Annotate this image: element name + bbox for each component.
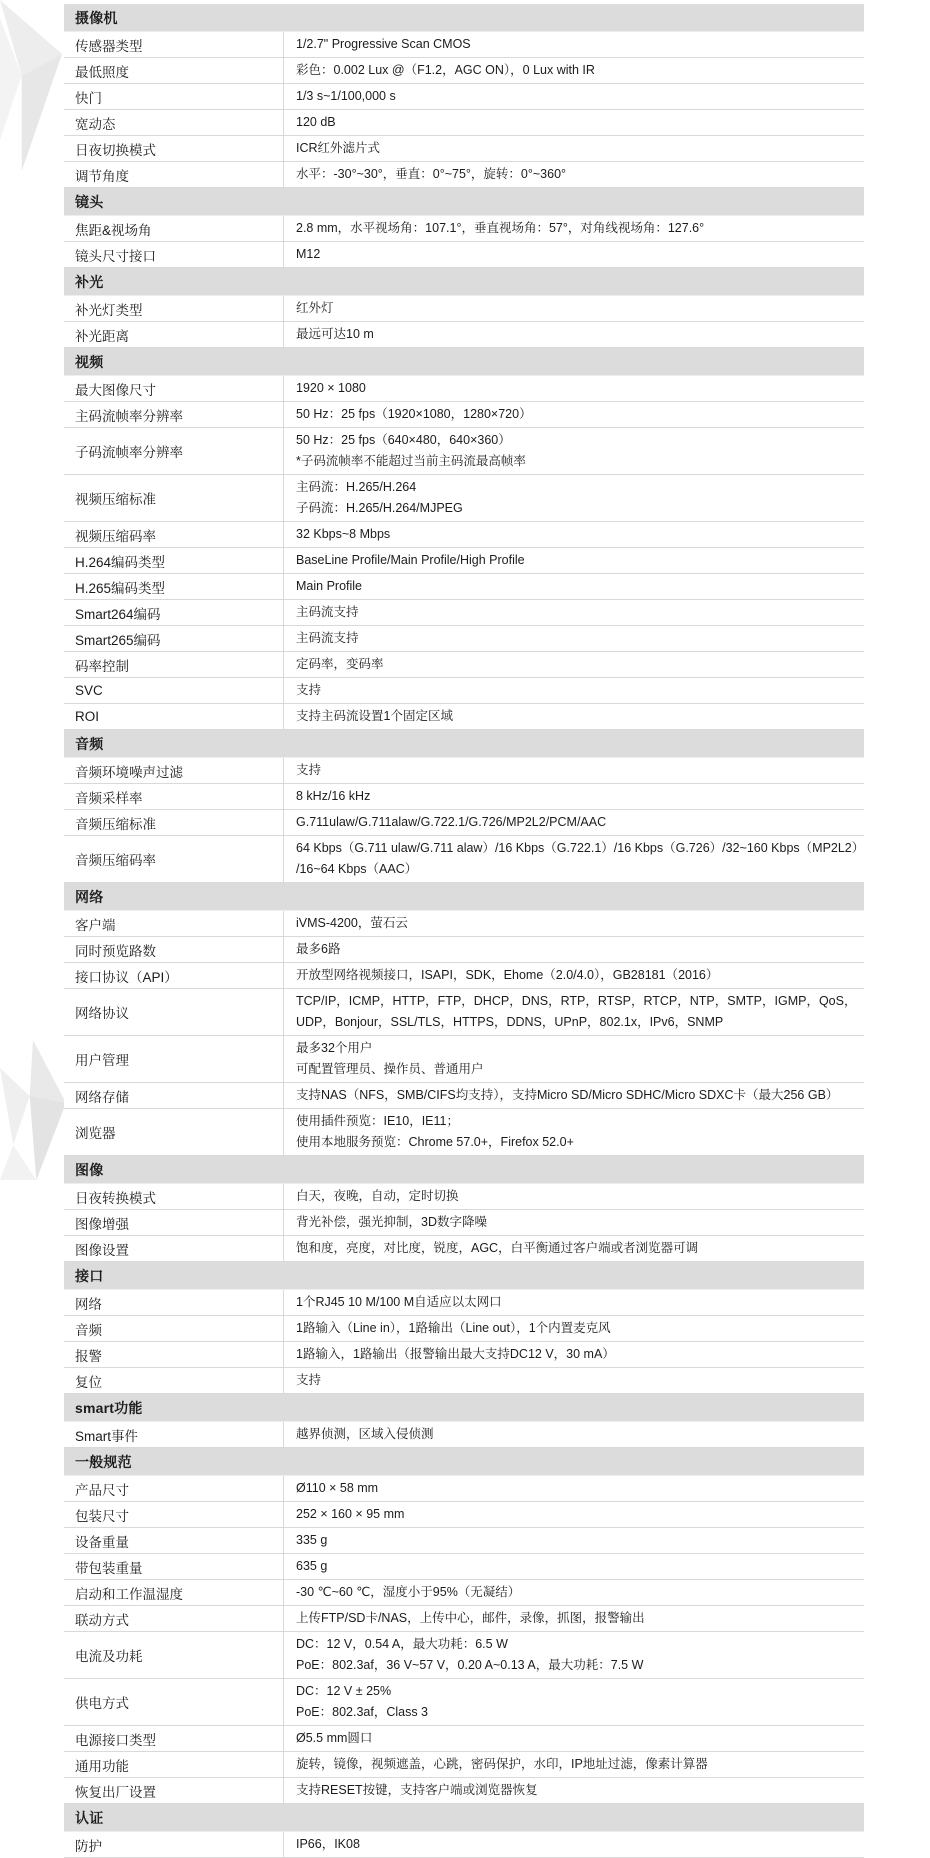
section-header <box>64 348 864 376</box>
spec-value-line: 252 × 160 × 95 mm <box>296 1507 405 1521</box>
table-row <box>64 1036 864 1083</box>
spec-value-line: 饱和度，亮度，对比度，锐度，AGC，白平衡通过客户端或者浏览器可调 <box>296 1241 699 1255</box>
watermark-triangle <box>0 1040 66 1180</box>
spec-value-line: 最多32个用户 <box>296 1041 373 1055</box>
spec-value-line: 2.8 mm，水平视场角：107.1°，垂直视场角：57°，对角线视场角：127.6° <box>296 221 705 235</box>
spec-label: 宽动态 <box>75 116 116 132</box>
spec-label: 客户端 <box>75 917 116 933</box>
spec-value-line: 最远可达10 m <box>296 327 374 341</box>
table-row <box>64 1778 864 1804</box>
spec-label: 带包装重量 <box>75 1560 143 1576</box>
table-row <box>64 1109 864 1156</box>
spec-value <box>283 810 864 835</box>
spec-value-line: 旋转，镜像，视频遮盖，心跳，密码保护，水印，IP地址过滤，像素计算器 <box>296 1757 708 1771</box>
section-title: 摄像机 <box>75 9 118 26</box>
spec-value-line: IP66，IK08 <box>296 1837 360 1851</box>
section-header <box>64 188 864 216</box>
spec-value-line: 1/2.7" Progressive Scan CMOS <box>296 37 471 51</box>
spec-value <box>283 522 864 547</box>
spec-value-line: ICR红外滤片式 <box>296 141 381 155</box>
spec-value-line: *子码流帧率不能超过当前主码流最高帧率 <box>296 454 526 468</box>
spec-label: 音频环境噪声过滤 <box>75 764 183 780</box>
spec-value-line: PoE：802.3af，Class 3 <box>296 1705 429 1719</box>
spec-value-line: 1920 × 1080 <box>296 381 366 395</box>
table-row <box>64 376 864 402</box>
spec-value <box>283 1422 864 1447</box>
spec-label: 图像设置 <box>75 1242 129 1258</box>
spec-value-line: iVMS-4200，萤石云 <box>296 916 408 930</box>
section-header <box>64 730 864 758</box>
section-title: 网络 <box>75 888 104 905</box>
spec-value <box>283 1368 864 1393</box>
spec-value-line: 红外灯 <box>296 301 334 315</box>
table-row <box>64 475 864 522</box>
section-header <box>64 1262 864 1290</box>
spec-value-line: -30 ℃~60 ℃，湿度小于95%（无凝结） <box>296 1585 521 1599</box>
spec-label: 供电方式 <box>75 1696 129 1711</box>
spec-label: 视频压缩标准 <box>75 492 156 507</box>
spec-value-line: 支持 <box>296 763 322 777</box>
table-row <box>64 110 864 136</box>
spec-value <box>283 110 864 135</box>
spec-value <box>283 84 864 109</box>
spec-value-line: Ø5.5 mm圆口 <box>296 1731 373 1745</box>
table-row <box>64 937 864 963</box>
spec-value-line: 支持主码流设置1个固定区域 <box>296 709 453 723</box>
spec-value <box>283 836 868 882</box>
spec-value-line: BaseLine Profile/Main Profile/High Profile <box>296 553 525 567</box>
table-row <box>64 1316 864 1342</box>
spec-value-line: 支持 <box>296 683 322 697</box>
spec-label: 补光灯类型 <box>75 302 143 318</box>
spec-value <box>283 784 864 809</box>
table-row <box>64 242 864 268</box>
table-row <box>64 758 864 784</box>
table-row <box>64 704 864 730</box>
table-row <box>64 1832 864 1858</box>
spec-label: 产品尺寸 <box>75 1482 129 1498</box>
spec-value <box>283 1778 864 1803</box>
spec-label: 日夜切换模式 <box>75 142 156 158</box>
spec-value-line: M12 <box>296 247 321 261</box>
spec-value <box>283 1554 864 1579</box>
spec-value-line: 彩色：0.002 Lux @（F1.2，AGC ON），0 Lux with IR <box>296 63 595 77</box>
spec-value <box>283 216 864 241</box>
spec-label: 联动方式 <box>75 1612 129 1628</box>
spec-value <box>283 428 864 474</box>
table-row <box>64 1726 864 1752</box>
section-header <box>64 1804 864 1832</box>
spec-value-line: 120 dB <box>296 115 336 129</box>
table-row <box>64 32 864 58</box>
spec-value <box>283 704 864 729</box>
table-row <box>64 836 864 883</box>
spec-value-line: 635 g <box>296 1559 328 1573</box>
spec-value-line: 1个RJ45 10 M/100 M自适应以太网口 <box>296 1295 502 1309</box>
spec-value <box>283 1036 864 1082</box>
spec-value-line: DC：12 V ± 25% <box>296 1684 392 1698</box>
spec-value <box>283 963 864 988</box>
spec-value-line: 使用本地服务预览：Chrome 57.0+，Firefox 52.0+ <box>296 1135 574 1149</box>
spec-value <box>283 652 864 677</box>
table-row <box>64 322 864 348</box>
spec-value-line: 子码流：H.265/H.264/MJPEG <box>296 501 463 515</box>
spec-value <box>283 1109 864 1155</box>
section-header <box>64 1448 864 1476</box>
spec-value <box>283 989 864 1035</box>
spec-value-line: 1/3 s~1/100,000 s <box>296 89 396 103</box>
spec-value <box>283 758 864 783</box>
spec-value-line: PoE：802.3af，36 V~57 V，0.20 A~0.13 A，最大功耗：7.5 W <box>296 1658 644 1672</box>
section-title: smart功能 <box>75 1399 143 1416</box>
spec-label: 子码流帧率分辨率 <box>75 445 183 460</box>
spec-label: Smart事件 <box>75 1428 139 1444</box>
spec-value <box>283 1606 864 1631</box>
section-title: 补光 <box>75 273 104 290</box>
spec-value <box>283 574 864 599</box>
spec-value-line: 50 Hz：25 fps（640×480，640×360） <box>296 433 511 447</box>
table-row <box>64 626 864 652</box>
watermark-triangle <box>0 0 62 180</box>
spec-label: 快门 <box>75 90 102 106</box>
spec-label: 焦距&视场角 <box>75 222 152 238</box>
spec-label: 恢复出厂设置 <box>75 1784 156 1800</box>
spec-value <box>283 32 864 57</box>
table-row <box>64 1083 864 1109</box>
spec-label: 镜头尺寸接口 <box>75 248 156 264</box>
spec-value <box>283 1580 864 1605</box>
table-row <box>64 989 864 1036</box>
spec-label: 音频 <box>75 1322 102 1338</box>
spec-value-line: 使用插件预览：IE10，IE11； <box>296 1114 460 1128</box>
table-row <box>64 1679 864 1726</box>
spec-value <box>283 548 864 573</box>
table-row <box>64 428 864 475</box>
spec-label: 接口协议（API） <box>75 969 178 985</box>
spec-value-line: 可配置管理员、操作员、普通用户 <box>296 1062 484 1076</box>
spec-value <box>283 1679 864 1725</box>
spec-label: H.265编码类型 <box>75 580 166 596</box>
table-row <box>64 522 864 548</box>
spec-label: 传感器类型 <box>75 38 143 54</box>
table-row <box>64 548 864 574</box>
spec-label: 视频压缩码率 <box>75 528 156 544</box>
table-row <box>64 600 864 626</box>
watermark-triangle <box>0 0 62 180</box>
spec-value <box>283 1290 864 1315</box>
spec-table <box>64 4 864 1858</box>
spec-label: 用户管理 <box>75 1053 129 1068</box>
spec-label: ROI <box>75 709 100 724</box>
spec-label: 最低照度 <box>75 64 129 80</box>
spec-value-line: 主码流支持 <box>296 605 359 619</box>
section-header <box>64 1156 864 1184</box>
watermark-triangle <box>0 1040 66 1180</box>
spec-label: 最大图像尺寸 <box>75 382 156 398</box>
spec-value <box>283 1236 864 1261</box>
section-header <box>64 268 864 296</box>
spec-label: 设备重量 <box>75 1534 129 1550</box>
table-row <box>64 911 864 937</box>
spec-value-line: 1路输入（Line in），1路输出（Line out），1个内置麦克风 <box>296 1321 611 1335</box>
spec-value-line: 32 Kbps~8 Mbps <box>296 527 391 541</box>
table-row <box>64 162 864 188</box>
table-row <box>64 1580 864 1606</box>
spec-value-line: /16~64 Kbps（AAC） <box>296 862 418 876</box>
table-row <box>64 296 864 322</box>
spec-value <box>283 1632 864 1678</box>
spec-value-line: 支持 <box>296 1373 322 1387</box>
spec-label: 补光距离 <box>75 328 129 344</box>
table-row <box>64 784 864 810</box>
spec-label: 日夜转换模式 <box>75 1190 156 1206</box>
spec-value <box>283 1184 864 1209</box>
spec-label: 浏览器 <box>75 1126 116 1141</box>
table-row <box>64 963 864 989</box>
spec-value-line: 上传FTP/SD卡/NAS，上传中心，邮件，录像，抓图，报警输出 <box>296 1611 645 1625</box>
table-row <box>64 574 864 600</box>
spec-label: 电源接口类型 <box>75 1732 156 1748</box>
spec-value-line: G.711ulaw/G.711alaw/G.722.1/G.726/MP2L2/PCM/AAC <box>296 815 607 829</box>
spec-value <box>283 1502 864 1527</box>
spec-value-line: 支持RESET按键，支持客户端或浏览器恢复 <box>296 1783 538 1797</box>
spec-label: 网络 <box>75 1296 102 1312</box>
spec-value <box>283 58 864 83</box>
spec-value <box>283 1726 864 1751</box>
spec-value-line: 主码流：H.265/H.264 <box>296 480 417 494</box>
watermark-logo-middle <box>0 1040 66 1180</box>
spec-value-line: 50 Hz：25 fps（1920×1080，1280×720） <box>296 407 532 421</box>
table-row <box>64 1528 864 1554</box>
section-title: 视频 <box>75 353 104 370</box>
spec-label: 报警 <box>75 1348 102 1364</box>
section-title: 认证 <box>75 1809 104 1826</box>
spec-value-line: 定码率，变码率 <box>296 657 384 671</box>
table-row <box>64 1236 864 1262</box>
spec-value-line: UDP，Bonjour，SSL/TLS，HTTPS，DDNS，UPnP，802.1x，IPv6，SNMP <box>296 1015 724 1029</box>
spec-value <box>283 1342 864 1367</box>
table-row <box>64 402 864 428</box>
table-row <box>64 58 864 84</box>
spec-value <box>283 296 864 321</box>
spec-label: 主码流帧率分辨率 <box>75 408 183 424</box>
spec-label: 音频采样率 <box>75 790 143 806</box>
spec-value <box>283 600 864 625</box>
spec-value <box>283 136 864 161</box>
spec-value-line: 64 Kbps（G.711 ulaw/G.711 alaw）/16 Kbps（G.722.1）/16 Kbps（G.726）/32~160 Kbps（MP2L2） <box>296 841 865 855</box>
spec-label: 通用功能 <box>75 1758 129 1774</box>
spec-value <box>283 1316 864 1341</box>
spec-value <box>283 1528 864 1553</box>
spec-value-line: 1路输入，1路输出（报警输出最大支持DC12 V，30 mA） <box>296 1347 615 1361</box>
table-row <box>64 1342 864 1368</box>
spec-value <box>283 678 864 703</box>
watermark-logo-top <box>0 0 62 180</box>
section-title: 图像 <box>75 1161 104 1178</box>
spec-label: 网络协议 <box>75 1006 129 1021</box>
table-row <box>64 1502 864 1528</box>
spec-label: H.264编码类型 <box>75 554 166 570</box>
spec-value <box>283 402 864 427</box>
section-title: 一般规范 <box>75 1453 132 1470</box>
table-row <box>64 84 864 110</box>
table-row <box>64 1368 864 1394</box>
spec-label: 网络存储 <box>75 1089 129 1105</box>
table-row <box>64 1290 864 1316</box>
table-row <box>64 216 864 242</box>
section-header <box>64 4 864 32</box>
spec-value <box>283 376 864 401</box>
table-row <box>64 1632 864 1679</box>
spec-label: 同时预览路数 <box>75 943 156 959</box>
spec-value <box>283 911 864 936</box>
spec-label: 防护 <box>75 1838 102 1854</box>
spec-label: 复位 <box>75 1374 102 1390</box>
spec-value <box>283 162 864 187</box>
spec-value <box>283 626 864 651</box>
spec-label: 图像增强 <box>75 1216 129 1232</box>
spec-value <box>283 322 864 347</box>
spec-value <box>283 1832 864 1857</box>
spec-label: 包装尺寸 <box>75 1508 129 1524</box>
section-title: 音频 <box>75 735 104 752</box>
table-row <box>64 1210 864 1236</box>
spec-value <box>283 242 864 267</box>
section-title: 接口 <box>75 1267 104 1284</box>
spec-label: 音频压缩码率 <box>75 853 156 868</box>
spec-value-line: 主码流支持 <box>296 631 359 645</box>
watermark-triangle <box>0 1040 66 1180</box>
spec-value-line: 8 kHz/16 kHz <box>296 789 371 803</box>
spec-value-line: 水平：-30°~30°，垂直：0°~75°，旋转：0°~360° <box>296 167 567 181</box>
section-header <box>64 1394 864 1422</box>
spec-value <box>283 1752 864 1777</box>
spec-value-line: DC：12 V，0.54 A，最大功耗：6.5 W <box>296 1637 508 1651</box>
spec-label: Smart264编码 <box>75 606 161 622</box>
spec-value <box>283 1083 864 1108</box>
table-row <box>64 136 864 162</box>
spec-value-line: 开放型网络视频接口，ISAPI，SDK，Ehome（2.0/4.0），GB28181（2016） <box>296 968 719 982</box>
table-row <box>64 1184 864 1210</box>
table-row <box>64 1752 864 1778</box>
spec-label: 调节角度 <box>75 168 129 184</box>
section-header <box>64 883 864 911</box>
spec-label: SVC <box>75 683 103 698</box>
spec-value <box>283 1476 864 1501</box>
spec-value-line: 白天，夜晚，自动，定时切换 <box>296 1189 459 1203</box>
spec-value-line: 越界侦测，区域入侵侦测 <box>296 1427 434 1441</box>
spec-value-line: 支持NAS（NFS，SMB/CIFS均支持），支持Micro SD/Micro SDHC/Micro SDXC卡（最大256 GB） <box>296 1088 839 1102</box>
watermark-triangle <box>0 1040 66 1180</box>
spec-label: 电流及功耗 <box>75 1649 143 1664</box>
watermark-triangle <box>0 0 62 180</box>
table-row <box>64 1606 864 1632</box>
table-row <box>64 1554 864 1580</box>
spec-label: 音频压缩标准 <box>75 816 156 832</box>
spec-label: 码率控制 <box>75 658 129 674</box>
spec-value <box>283 937 864 962</box>
spec-value-line: Ø110 × 58 mm <box>296 1481 379 1495</box>
spec-value-line: 335 g <box>296 1533 328 1547</box>
spec-value <box>283 475 864 521</box>
spec-value-line: TCP/IP，ICMP，HTTP，FTP，DHCP，DNS，RTP，RTSP，RTCP，NTP，SMTP，IGMP，QoS， <box>296 994 857 1008</box>
spec-label: 启动和工作温湿度 <box>75 1586 183 1602</box>
table-row <box>64 652 864 678</box>
spec-value-line: Main Profile <box>296 579 362 593</box>
spec-value-line: 最多6路 <box>296 942 341 956</box>
spec-value <box>283 1210 864 1235</box>
table-row <box>64 678 864 704</box>
section-title: 镜头 <box>75 193 104 210</box>
spec-value-line: 背光补偿，强光抑制，3D数字降噪 <box>296 1215 487 1229</box>
table-row <box>64 810 864 836</box>
table-row <box>64 1422 864 1448</box>
table-row <box>64 1476 864 1502</box>
spec-label: Smart265编码 <box>75 632 161 648</box>
